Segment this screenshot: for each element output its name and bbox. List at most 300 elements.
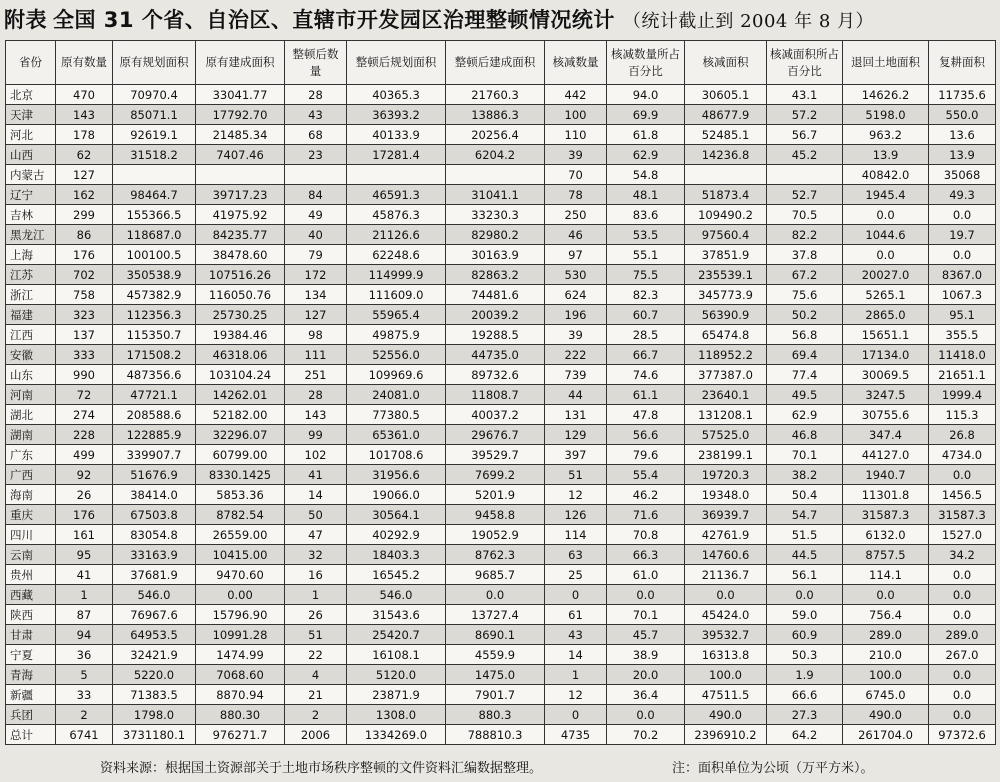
value-cell: 0.0 <box>929 205 996 225</box>
value-cell: 34.2 <box>929 545 996 565</box>
value-cell: 19066.0 <box>347 485 446 505</box>
value-cell: 289.0 <box>929 625 996 645</box>
total-cell: 1334269.0 <box>347 725 446 745</box>
value-cell: 15796.90 <box>196 605 285 625</box>
value-cell: 7407.46 <box>196 145 285 165</box>
table-row <box>6 145 996 165</box>
value-cell: 41975.92 <box>196 205 285 225</box>
value-cell: 0.0 <box>929 245 996 265</box>
value-cell: 14626.2 <box>843 85 929 105</box>
total-cell: 2396910.2 <box>685 725 767 745</box>
column-header: 核减面积 <box>685 41 767 85</box>
value-cell: 1798.0 <box>113 705 196 725</box>
value-cell: 739 <box>545 365 607 385</box>
value-cell: 10991.28 <box>196 625 285 645</box>
value-cell: 45.7 <box>607 625 685 645</box>
value-cell: 112356.3 <box>113 305 196 325</box>
value-cell: 0.0 <box>843 205 929 225</box>
province-cell: 辽宁 <box>6 185 56 205</box>
value-cell: 0.0 <box>929 685 996 705</box>
value-cell: 36393.2 <box>347 105 446 125</box>
value-cell: 21485.34 <box>196 125 285 145</box>
value-cell: 30564.1 <box>347 505 446 525</box>
table-body <box>6 85 996 745</box>
value-cell: 103104.24 <box>196 365 285 385</box>
province-cell: 江苏 <box>6 265 56 285</box>
value-cell: 39529.7 <box>446 445 545 465</box>
province-cell: 广西 <box>6 465 56 485</box>
value-cell: 442 <box>545 85 607 105</box>
value-cell: 61.1 <box>607 385 685 405</box>
province-cell: 甘肃 <box>6 625 56 645</box>
value-cell: 1940.7 <box>843 465 929 485</box>
value-cell: 36939.7 <box>685 505 767 525</box>
value-cell: 1945.4 <box>843 185 929 205</box>
value-cell: 17134.0 <box>843 345 929 365</box>
value-cell: 702 <box>56 265 113 285</box>
value-cell: 546.0 <box>347 585 446 605</box>
value-cell: 457382.9 <box>113 285 196 305</box>
value-cell: 85071.1 <box>113 105 196 125</box>
value-cell: 33041.77 <box>196 85 285 105</box>
value-cell: 1474.99 <box>196 645 285 665</box>
value-cell: 6745.0 <box>843 685 929 705</box>
value-cell: 13.9 <box>929 145 996 165</box>
value-cell: 20256.4 <box>446 125 545 145</box>
value-cell: 251 <box>285 365 347 385</box>
value-cell: 67.2 <box>767 265 843 285</box>
value-cell: 9458.8 <box>446 505 545 525</box>
value-cell: 109490.2 <box>685 205 767 225</box>
province-cell: 陕西 <box>6 605 56 625</box>
value-cell: 18403.3 <box>347 545 446 565</box>
value-cell: 21760.3 <box>446 85 545 105</box>
value-cell: 74481.6 <box>446 285 545 305</box>
value-cell: 66.6 <box>767 685 843 705</box>
value-cell: 31587.3 <box>929 505 996 525</box>
total-cell: 788810.3 <box>446 725 545 745</box>
column-header: 整顿后数量 <box>285 41 347 85</box>
value-cell: 228 <box>56 425 113 445</box>
value-cell: 0.0 <box>607 585 685 605</box>
value-cell: 47511.5 <box>685 685 767 705</box>
statistics-table <box>5 40 996 745</box>
value-cell: 54.8 <box>607 165 685 185</box>
value-cell: 990 <box>56 365 113 385</box>
value-cell: 62248.6 <box>347 245 446 265</box>
value-cell: 36.4 <box>607 685 685 705</box>
province-cell: 河北 <box>6 125 56 145</box>
value-cell: 1999.4 <box>929 385 996 405</box>
value-cell: 55.1 <box>607 245 685 265</box>
province-cell: 河南 <box>6 385 56 405</box>
value-cell: 51.5 <box>767 525 843 545</box>
value-cell: 23640.1 <box>685 385 767 405</box>
title-main: 全国 31 个省、自治区、直辖市开发园区治理整顿情况统计 <box>53 8 615 32</box>
value-cell: 35068 <box>929 165 996 185</box>
value-cell: 0.0 <box>685 585 767 605</box>
value-cell <box>767 165 843 185</box>
value-cell <box>285 165 347 185</box>
column-header: 原有数量 <box>56 41 113 85</box>
value-cell: 43 <box>285 105 347 125</box>
value-cell: 14 <box>285 485 347 505</box>
value-cell: 62 <box>56 145 113 165</box>
value-cell: 47.8 <box>607 405 685 425</box>
province-cell: 内蒙古 <box>6 165 56 185</box>
value-cell: 1475.0 <box>446 665 545 685</box>
table-row <box>6 525 996 545</box>
value-cell: 92 <box>56 465 113 485</box>
value-cell: 5120.0 <box>347 665 446 685</box>
value-cell: 84 <box>285 185 347 205</box>
value-cell: 72 <box>56 385 113 405</box>
value-cell: 8757.5 <box>843 545 929 565</box>
value-cell: 16 <box>285 565 347 585</box>
value-cell: 44.5 <box>767 545 843 565</box>
value-cell: 51 <box>285 625 347 645</box>
value-cell: 5265.1 <box>843 285 929 305</box>
value-cell: 1 <box>56 585 113 605</box>
value-cell: 1 <box>545 665 607 685</box>
province-cell: 安徽 <box>6 345 56 365</box>
value-cell: 12 <box>545 685 607 705</box>
value-cell: 111609.0 <box>347 285 446 305</box>
value-cell: 11808.7 <box>446 385 545 405</box>
header-row <box>6 41 996 85</box>
value-cell: 51 <box>545 465 607 485</box>
value-cell: 22 <box>285 645 347 665</box>
value-cell: 46318.06 <box>196 345 285 365</box>
value-cell: 208588.6 <box>113 405 196 425</box>
value-cell: 86 <box>56 225 113 245</box>
value-cell: 143 <box>56 105 113 125</box>
value-cell: 30163.9 <box>446 245 545 265</box>
value-cell: 40842.0 <box>843 165 929 185</box>
province-cell: 浙江 <box>6 285 56 305</box>
total-cell: 97372.6 <box>929 725 996 745</box>
column-header: 核减面积所占百分比 <box>767 41 843 85</box>
value-cell: 56.8 <box>767 325 843 345</box>
value-cell: 57525.0 <box>685 425 767 445</box>
value-cell: 19052.9 <box>446 525 545 545</box>
value-cell: 29676.7 <box>446 425 545 445</box>
value-cell: 54.7 <box>767 505 843 525</box>
table-row <box>6 605 996 625</box>
value-cell: 5853.36 <box>196 485 285 505</box>
value-cell: 880.3 <box>446 705 545 725</box>
value-cell: 95.1 <box>929 305 996 325</box>
province-cell: 重庆 <box>6 505 56 525</box>
value-cell: 47721.1 <box>113 385 196 405</box>
value-cell: 50.4 <box>767 485 843 505</box>
value-cell: 499 <box>56 445 113 465</box>
value-cell: 32 <box>285 545 347 565</box>
value-cell: 31587.3 <box>843 505 929 525</box>
table-row <box>6 405 996 425</box>
value-cell: 235539.1 <box>685 265 767 285</box>
value-cell: 70970.4 <box>113 85 196 105</box>
province-cell: 天津 <box>6 105 56 125</box>
value-cell: 69.4 <box>767 345 843 365</box>
value-cell: 880.30 <box>196 705 285 725</box>
value-cell: 28 <box>285 85 347 105</box>
value-cell: 267.0 <box>929 645 996 665</box>
value-cell: 0.00 <box>196 585 285 605</box>
province-cell: 兵团 <box>6 705 56 725</box>
value-cell: 4 <box>285 665 347 685</box>
table-row <box>6 85 996 105</box>
value-cell: 8367.0 <box>929 265 996 285</box>
value-cell: 78 <box>545 185 607 205</box>
value-cell: 43.1 <box>767 85 843 105</box>
total-label: 总计 <box>6 725 56 745</box>
value-cell: 33 <box>56 685 113 705</box>
value-cell: 56.7 <box>767 125 843 145</box>
value-cell: 70.1 <box>607 605 685 625</box>
value-cell: 14236.8 <box>685 145 767 165</box>
value-cell: 8690.1 <box>446 625 545 645</box>
column-header: 原有建成面积 <box>196 41 285 85</box>
value-cell: 299 <box>56 205 113 225</box>
value-cell: 178 <box>56 125 113 145</box>
value-cell: 60799.00 <box>196 445 285 465</box>
total-cell: 6741 <box>56 725 113 745</box>
value-cell: 49875.9 <box>347 325 446 345</box>
value-cell: 41 <box>56 565 113 585</box>
value-cell: 129 <box>545 425 607 445</box>
value-cell: 70.8 <box>607 525 685 545</box>
table-row <box>6 325 996 345</box>
value-cell: 19384.46 <box>196 325 285 345</box>
value-cell: 490.0 <box>843 705 929 725</box>
table-row <box>6 565 996 585</box>
province-cell: 宁夏 <box>6 645 56 665</box>
province-cell: 吉林 <box>6 205 56 225</box>
footer <box>0 758 1000 780</box>
table-row <box>6 625 996 645</box>
province-cell: 江西 <box>6 325 56 345</box>
table-row <box>6 425 996 445</box>
value-cell: 143 <box>285 405 347 425</box>
province-cell: 山西 <box>6 145 56 165</box>
value-cell <box>196 165 285 185</box>
value-cell: 1308.0 <box>347 705 446 725</box>
title-note: （统计截止到 2004 年 8 月） <box>622 11 874 32</box>
value-cell: 38478.60 <box>196 245 285 265</box>
value-cell: 24081.0 <box>347 385 446 405</box>
value-cell: 44735.0 <box>446 345 545 365</box>
value-cell: 65474.8 <box>685 325 767 345</box>
value-cell: 16108.1 <box>347 645 446 665</box>
value-cell: 6204.2 <box>446 145 545 165</box>
value-cell: 65361.0 <box>347 425 446 445</box>
value-cell: 71383.5 <box>113 685 196 705</box>
value-cell: 16545.2 <box>347 565 446 585</box>
value-cell: 63 <box>545 545 607 565</box>
table-row <box>6 285 996 305</box>
value-cell: 238199.1 <box>685 445 767 465</box>
value-cell: 172 <box>285 265 347 285</box>
value-cell: 40133.9 <box>347 125 446 145</box>
value-cell: 137 <box>56 325 113 345</box>
value-cell: 100.0 <box>843 665 929 685</box>
value-cell: 397 <box>545 445 607 465</box>
value-cell: 176 <box>56 245 113 265</box>
value-cell: 13.9 <box>843 145 929 165</box>
table-row <box>6 105 996 125</box>
value-cell: 8762.3 <box>446 545 545 565</box>
value-cell: 52182.00 <box>196 405 285 425</box>
value-cell: 39 <box>545 325 607 345</box>
value-cell: 55.4 <box>607 465 685 485</box>
value-cell: 31041.1 <box>446 185 545 205</box>
value-cell: 487356.6 <box>113 365 196 385</box>
table-row <box>6 125 996 145</box>
value-cell: 963.2 <box>843 125 929 145</box>
column-header: 复耕面积 <box>929 41 996 85</box>
value-cell: 21126.6 <box>347 225 446 245</box>
value-cell: 101708.6 <box>347 445 446 465</box>
table-row <box>6 645 996 665</box>
value-cell: 46 <box>545 225 607 245</box>
value-cell: 60.9 <box>767 625 843 645</box>
value-cell: 49.5 <box>767 385 843 405</box>
value-cell: 45424.0 <box>685 605 767 625</box>
value-cell: 333 <box>56 345 113 365</box>
total-cell: 261704.0 <box>843 725 929 745</box>
value-cell: 31956.6 <box>347 465 446 485</box>
value-cell: 79.6 <box>607 445 685 465</box>
value-cell: 37851.9 <box>685 245 767 265</box>
value-cell: 62.9 <box>607 145 685 165</box>
value-cell: 116050.76 <box>196 285 285 305</box>
value-cell: 20.0 <box>607 665 685 685</box>
value-cell: 69.9 <box>607 105 685 125</box>
value-cell: 0.0 <box>607 705 685 725</box>
column-header: 整顿后规划面积 <box>347 41 446 85</box>
value-cell: 20027.0 <box>843 265 929 285</box>
value-cell: 45.2 <box>767 145 843 165</box>
value-cell: 79 <box>285 245 347 265</box>
value-cell: 82.3 <box>607 285 685 305</box>
value-cell: 10415.00 <box>196 545 285 565</box>
value-cell: 50 <box>285 505 347 525</box>
value-cell: 75.6 <box>767 285 843 305</box>
province-cell: 四川 <box>6 525 56 545</box>
value-cell: 82.2 <box>767 225 843 245</box>
value-cell: 162 <box>56 185 113 205</box>
value-cell: 0.0 <box>843 245 929 265</box>
value-cell: 26.8 <box>929 425 996 445</box>
value-cell: 1527.0 <box>929 525 996 545</box>
value-cell: 21136.7 <box>685 565 767 585</box>
value-cell: 7068.60 <box>196 665 285 685</box>
value-cell: 118952.2 <box>685 345 767 365</box>
value-cell: 20039.2 <box>446 305 545 325</box>
value-cell: 61.8 <box>607 125 685 145</box>
value-cell: 94.0 <box>607 85 685 105</box>
value-cell: 0.0 <box>843 585 929 605</box>
value-cell: 74.6 <box>607 365 685 385</box>
value-cell: 15651.1 <box>843 325 929 345</box>
province-cell: 新疆 <box>6 685 56 705</box>
value-cell: 0.0 <box>929 665 996 685</box>
value-cell: 100100.5 <box>113 245 196 265</box>
value-cell: 87 <box>56 605 113 625</box>
value-cell: 89732.6 <box>446 365 545 385</box>
table-row <box>6 185 996 205</box>
value-cell: 46.8 <box>767 425 843 445</box>
value-cell: 30605.1 <box>685 85 767 105</box>
value-cell: 110 <box>545 125 607 145</box>
value-cell: 114 <box>545 525 607 545</box>
value-cell: 0.0 <box>446 585 545 605</box>
province-cell: 西藏 <box>6 585 56 605</box>
value-cell: 126 <box>545 505 607 525</box>
value-cell: 100.0 <box>685 665 767 685</box>
value-cell: 0.0 <box>929 585 996 605</box>
value-cell: 2 <box>285 705 347 725</box>
value-cell: 250 <box>545 205 607 225</box>
value-cell: 25 <box>545 565 607 585</box>
value-cell: 33163.9 <box>113 545 196 565</box>
column-header: 核减数量 <box>545 41 607 85</box>
value-cell: 39717.23 <box>196 185 285 205</box>
value-cell: 26 <box>56 485 113 505</box>
value-cell: 127 <box>285 305 347 325</box>
value-cell: 28.5 <box>607 325 685 345</box>
value-cell: 490.0 <box>685 705 767 725</box>
value-cell: 350538.9 <box>113 265 196 285</box>
table-row <box>6 305 996 325</box>
value-cell: 7901.7 <box>446 685 545 705</box>
province-cell: 北京 <box>6 85 56 105</box>
value-cell: 7699.2 <box>446 465 545 485</box>
value-cell: 339907.7 <box>113 445 196 465</box>
column-header: 原有规划面积 <box>113 41 196 85</box>
value-cell: 70.5 <box>767 205 843 225</box>
value-cell: 550.0 <box>929 105 996 125</box>
value-cell: 176 <box>56 505 113 525</box>
value-cell: 134 <box>285 285 347 305</box>
value-cell: 32421.9 <box>113 645 196 665</box>
value-cell: 33230.3 <box>446 205 545 225</box>
value-cell: 323 <box>56 305 113 325</box>
value-cell: 56.6 <box>607 425 685 445</box>
value-cell: 0.0 <box>929 465 996 485</box>
value-cell: 51873.4 <box>685 185 767 205</box>
value-cell: 77380.5 <box>347 405 446 425</box>
value-cell: 38414.0 <box>113 485 196 505</box>
value-cell: 42761.9 <box>685 525 767 545</box>
total-cell: 64.2 <box>767 725 843 745</box>
value-cell: 1.9 <box>767 665 843 685</box>
value-cell: 5220.0 <box>113 665 196 685</box>
value-cell: 11735.6 <box>929 85 996 105</box>
province-cell: 贵州 <box>6 565 56 585</box>
value-cell: 30755.6 <box>843 405 929 425</box>
table-row <box>6 545 996 565</box>
value-cell: 2 <box>56 705 113 725</box>
value-cell: 115.3 <box>929 405 996 425</box>
value-cell: 61 <box>545 605 607 625</box>
value-cell: 40365.3 <box>347 85 446 105</box>
value-cell: 1067.3 <box>929 285 996 305</box>
value-cell: 31543.6 <box>347 605 446 625</box>
value-cell: 40292.9 <box>347 525 446 545</box>
value-cell: 95 <box>56 545 113 565</box>
